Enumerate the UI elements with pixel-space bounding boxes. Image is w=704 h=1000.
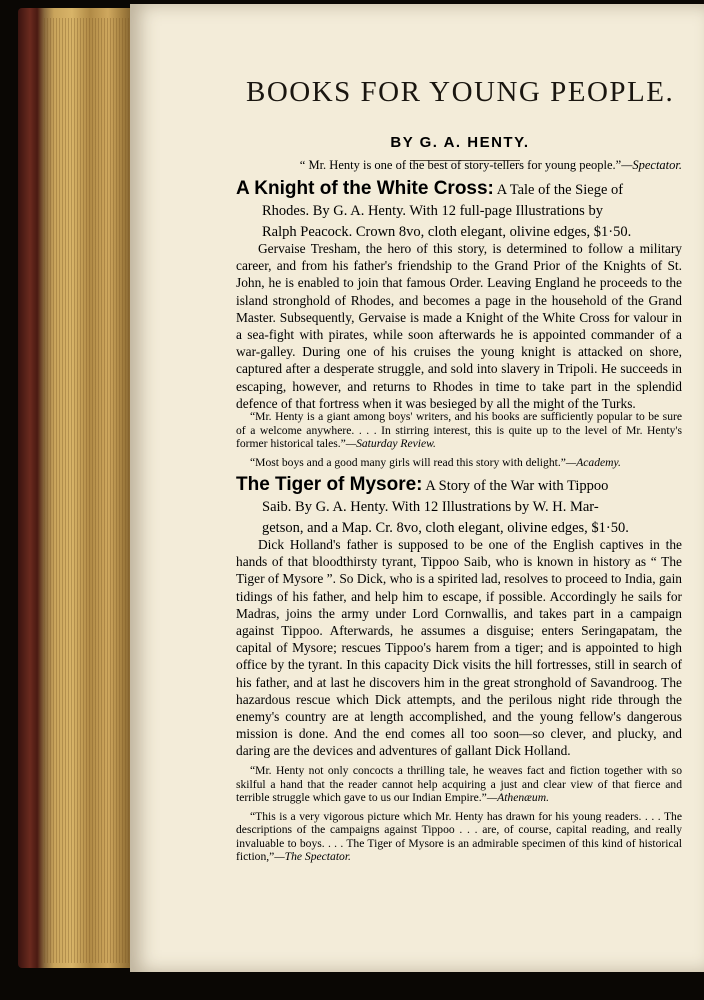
book-2-description-text: Dick Holland's father is supposed to be one of the English captives in the hands of that bloodthirsty tyrant, Tippoo Saib, who is known in history as “ The Tiger of Mysore ”. So Dick, who is a spirited lad, resolves to proceed to India, gain tidings of his father, and help him to escape, if possible. Accordingly he sails for Madras, joins the army under Lord Cornwallis, and takes part in a campaign against Tippoo. Afterwards, he assumes a disguise; enters Seringapatam, the capital of Mysore; rescues Tippoo's harem from a tiger; and is appointed to high office by the tyrant. In this capacity Dick visits the hill fortresses, still in search of his father, and at last he discovers him in the great stronghold of Savandroog. The hazardous rescue which Dick attempts, and the perilous night ride through the enemy's country are at length accomplished, and the young fellow's dangerous mission is done. And the end comes all too soon—so clever, and plucky, and daring are the devices and adventures of gallant Dick Holland. [236,537,682,759]
page-edges [44,18,136,963]
book-1-review-2-source: —Academy. [565,455,621,469]
book-2-description [236,536,682,760]
book-1-title: A Knight of the White Cross: [236,178,494,199]
book-1-review-1-source: —Saturday Review. [345,437,436,450]
book-2-review-1 [236,764,682,805]
book-2-details-1: Saib. By G. A. Henty. With 12 Illustrations by W. H. Mar- [262,499,599,515]
book-1-reviews [236,410,682,474]
book-1-details-1: Rhodes. By G. A. Henty. With 12 full-page Illustrations by [262,203,603,219]
spectator-quote [262,158,682,173]
book-1-review-2 [236,456,682,470]
book-1-review-1 [236,410,682,451]
book-2-reviews [236,764,682,869]
book-1-description [236,240,682,412]
author-byline: BY G. A. HENTY. [390,134,530,151]
book-2-review-1-text: “Mr. Henty not only concocts a thrilling tale, he weaves fact and fiction together with so skilful a hand that the reader cannot help acquiring a just and clear view of that fierce and terrible struggle which gave to us our Indian Empire.” [236,764,682,804]
book-1-header [236,178,682,243]
book-2-header [236,474,682,539]
spectator-quote-text: “ Mr. Henty is one of the best of story-tellers for young people.” [299,158,622,172]
book-1-review-2-text: “Most boys and a good many girls will read this story with delight.” [250,455,566,469]
book-2-review-2-source: —The Spectator. [274,850,351,863]
book-2-review-1-source: —Athenæum. [486,791,549,804]
page-heading: BOOKS FOR YOUNG PEOPLE. [246,76,675,108]
book-1-subtitle: A Tale of the Siege of [493,182,624,198]
spectator-quote-source: —Spectator. [621,158,682,172]
book-2-review-2 [236,810,682,864]
book-2-subtitle: A Story of the War with Tippoo [422,478,609,494]
book-1-review-1-text: “Mr. Henty is a giant among boys' writers, and his books are sufficiently popular to be sure of a welcome anywhere. . . . In stirring interest, this is quite up to the level of Mr. Henty's former historical tales.” [236,410,682,450]
book-2-review-2-text: “This is a very vigorous picture which Mr. Henty has drawn for his young readers. . . . The descriptions of the campaigns against Tippoo . . . are, of course, capital reading, and really invaluable to boys. . . . The Tiger of Mysore is an admirable specimen of this kind of historical fiction,” [236,809,682,863]
book-2-title: The Tiger of Mysore: [236,474,423,495]
book-1-description-text: Gervaise Tresham, the hero of this story, is determined to follow a military career, and from his father's friendship to the Grand Prior of the Knights of St. John, he is enabled to join that famous Order. Leaving England he proceeds to the island stronghold of Rhodes, and becomes a page in the household of the Grand Master. Subsequently, Gervaise is made a Knight of the White Cross for valour in a sea-fight with pirates, while soon afterwards he is appointed commander of a war-galley. During one of his cruises the young knight is attacked on shore, captured after a desperate struggle, and sold into slavery in Tripoli. He succeeds in escaping, however, and returns to Rhodes in time to take part in the splendid defence of that fortress when it was besieged by all the might of the Turks. [236,241,682,411]
book-2-details-2: getson, and a Map. Cr. 8vo, cloth elegant, olivine edges, $1·50. [262,520,629,536]
book-1-details-2: Ralph Peacock. Crown 8vo, cloth elegant, olivine edges, $1·50. [262,224,632,240]
